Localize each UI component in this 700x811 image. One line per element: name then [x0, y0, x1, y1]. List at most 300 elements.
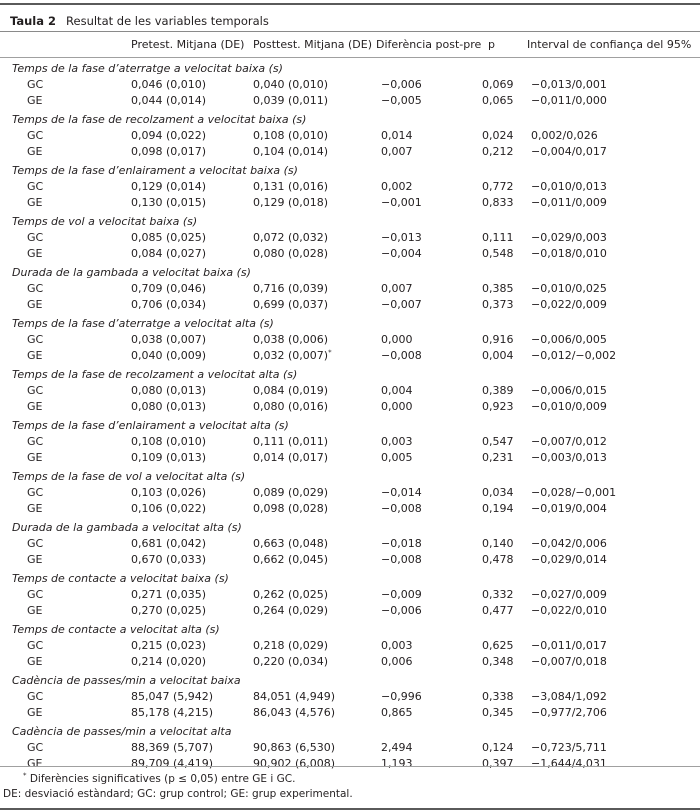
- cell-group: [27, 400, 42, 413]
- cell-pre-value: 85,178 (4,215): [131, 706, 214, 719]
- cell-group: [27, 349, 42, 362]
- cell-post: [253, 400, 328, 413]
- cell-group-value: GE: [27, 196, 43, 209]
- cell-pre-value: 0,106 (0,022): [131, 502, 207, 515]
- cell-ci-value: −0,022/0,009: [531, 298, 607, 311]
- cell-post-value: 0,089 (0,029): [253, 486, 329, 499]
- cell-ci-value: −0,028/−0,001: [531, 486, 617, 499]
- cell-p: [482, 298, 514, 311]
- cell-diff: [381, 588, 422, 601]
- cell-group-value: GC: [27, 588, 44, 601]
- cell-pre-value: 0,038 (0,007): [131, 333, 207, 346]
- cell-diff: [381, 94, 422, 107]
- cell-group-value: GE: [27, 604, 43, 617]
- table-row: [0, 588, 700, 604]
- cell-diff-value: 0,865: [381, 706, 413, 719]
- cell-group-value: GE: [27, 655, 43, 668]
- cell-diff-value: −0,008: [381, 349, 422, 362]
- bottom-rule: [0, 808, 700, 810]
- significance-marker: *: [23, 771, 27, 780]
- cell-pre-value: 0,109 (0,013): [131, 451, 207, 464]
- table-section: [0, 467, 700, 518]
- cell-p: [482, 639, 514, 652]
- cell-p-value: 0,345: [482, 706, 514, 719]
- cell-p: [482, 604, 514, 617]
- cell-group: [27, 537, 43, 550]
- cell-ci-value: −0,011/0,017: [531, 639, 607, 652]
- cell-post-value: 0,111 (0,011): [253, 435, 329, 448]
- cell-ci-value: −0,003/0,013: [531, 451, 607, 464]
- cell-diff-value: 0,003: [381, 435, 413, 448]
- section-title: Temps de la fase de vol a velocitat alta (s): [12, 470, 246, 483]
- cell-post: [253, 604, 328, 617]
- cell-ci: [531, 282, 607, 295]
- cell-group: [27, 604, 42, 617]
- table-row: [0, 400, 700, 416]
- cell-group-value: GE: [27, 298, 43, 311]
- cell-ci: [531, 94, 607, 107]
- table-section: [0, 620, 700, 671]
- cell-diff: [381, 384, 413, 397]
- cell-post-value: 0,098 (0,028): [253, 502, 329, 515]
- cell-diff: [381, 451, 413, 464]
- section-title: Temps de la fase d’enlairament a velocitat alta (s): [12, 419, 289, 432]
- cell-p-value: 0,332: [482, 588, 514, 601]
- cell-ci-value: −0,006/0,015: [531, 384, 607, 397]
- cell-ci: [531, 180, 607, 193]
- cell-pre-value: 0,080 (0,013): [131, 384, 207, 397]
- cell-post: [253, 196, 328, 209]
- cell-group: [27, 741, 43, 754]
- cell-pre: [131, 145, 206, 158]
- cell-p: [482, 384, 514, 397]
- cell-group-value: GE: [27, 502, 43, 515]
- cell-ci-value: −0,723/5,711: [531, 741, 607, 754]
- cell-post: [253, 435, 328, 448]
- table-row: [0, 282, 700, 298]
- cell-diff-value: −0,014: [381, 486, 422, 499]
- table-row: [0, 333, 700, 349]
- cell-ci: [531, 537, 607, 550]
- cell-pre: [131, 502, 206, 515]
- cell-diff-value: −0,013: [381, 231, 422, 244]
- cell-p-value: 0,194: [482, 502, 514, 515]
- cell-diff-value: −0,001: [381, 196, 422, 209]
- table-section: [0, 569, 700, 620]
- cell-group-value: GC: [27, 435, 44, 448]
- table-caption: [0, 3, 700, 32]
- cell-ci-value: −0,029/0,003: [531, 231, 607, 244]
- table-row: [0, 180, 700, 196]
- cell-group: [27, 129, 43, 142]
- cell-pre-value: 0,709 (0,046): [131, 282, 207, 295]
- cell-post: [253, 384, 328, 397]
- cell-diff-value: −0,008: [381, 553, 422, 566]
- cell-group: [27, 435, 43, 448]
- cell-ci-value: −0,977/2,706: [531, 706, 607, 719]
- cell-diff: [381, 333, 413, 346]
- cell-post-value: 0,131 (0,016): [253, 180, 329, 193]
- header-confidence-interval: Interval de confiança del 95%: [527, 38, 692, 51]
- cell-p: [482, 78, 514, 91]
- table-row: [0, 502, 700, 518]
- table-row: [0, 639, 700, 655]
- cell-post-value: 0,218 (0,029): [253, 639, 329, 652]
- cell-ci: [531, 690, 607, 703]
- cell-group: [27, 247, 42, 260]
- table-row: [0, 655, 700, 671]
- table-row: [0, 706, 700, 722]
- cell-diff: [381, 247, 422, 260]
- cell-post: [253, 94, 328, 107]
- section-title: Durada de la gambada a velocitat baixa (s): [12, 266, 251, 279]
- cell-group-value: GC: [27, 741, 44, 754]
- table-row: [0, 451, 700, 467]
- cell-diff: [381, 435, 413, 448]
- cell-group: [27, 282, 43, 295]
- table-row: [0, 231, 700, 247]
- cell-pre-value: 0,271 (0,035): [131, 588, 207, 601]
- cell-diff: [381, 706, 413, 719]
- cell-post-value: 0,039 (0,011): [253, 94, 329, 107]
- cell-diff: [381, 690, 422, 703]
- cell-diff-value: 0,007: [381, 282, 413, 295]
- cell-p-value: 0,004: [482, 349, 514, 362]
- cell-ci: [531, 655, 607, 668]
- cell-group: [27, 231, 43, 244]
- cell-group-value: GC: [27, 231, 44, 244]
- header-posttest: Posttest. Mitjana (DE): [253, 38, 373, 51]
- cell-group-value: GC: [27, 537, 44, 550]
- cell-ci: [531, 145, 607, 158]
- cell-pre: [131, 94, 206, 107]
- cell-diff-value: 0,000: [381, 333, 413, 346]
- cell-diff-value: 0,003: [381, 639, 413, 652]
- cell-ci-value: −0,007/0,012: [531, 435, 607, 448]
- cell-pre-value: 0,044 (0,014): [131, 94, 207, 107]
- table-row: [0, 247, 700, 263]
- cell-diff: [381, 502, 422, 515]
- cell-diff: [381, 604, 422, 617]
- cell-diff: [381, 741, 413, 754]
- cell-pre-value: 0,085 (0,025): [131, 231, 207, 244]
- cell-p: [482, 655, 514, 668]
- cell-post-value: 0,104 (0,014): [253, 145, 329, 158]
- cell-post: [253, 690, 335, 703]
- table-title-text: Resultat de les variables temporals: [66, 14, 269, 28]
- cell-post: [253, 298, 328, 311]
- cell-post: [253, 588, 328, 601]
- table-section: [0, 263, 700, 314]
- cell-post-value: 0,699 (0,037): [253, 298, 329, 311]
- section-title: Temps de la fase d’enlairament a velocitat baixa (s): [12, 164, 298, 177]
- cell-post-value: 0,080 (0,028): [253, 247, 329, 260]
- cell-p: [482, 741, 514, 754]
- cell-pre-value: 0,215 (0,023): [131, 639, 207, 652]
- cell-post-value: 0,014 (0,017): [253, 451, 329, 464]
- cell-p-value: 0,385: [482, 282, 514, 295]
- cell-ci-value: −0,013/0,001: [531, 78, 607, 91]
- cell-ci-value: −0,022/0,010: [531, 604, 607, 617]
- table-label: Taula 2: [10, 14, 57, 28]
- cell-p-value: 0,231: [482, 451, 514, 464]
- cell-diff-value: 0,000: [381, 400, 413, 413]
- cell-pre: [131, 553, 206, 566]
- cell-diff-value: −0,006: [381, 78, 422, 91]
- cell-pre-value: 0,706 (0,034): [131, 298, 207, 311]
- cell-pre-value: 89,709 (4,419): [131, 757, 214, 770]
- cell-pre: [131, 537, 206, 550]
- cell-pre-value: 0,103 (0,026): [131, 486, 207, 499]
- cell-post: [253, 502, 328, 515]
- cell-pre: [131, 349, 206, 362]
- cell-pre: [131, 400, 206, 413]
- cell-ci-value: −0,010/0,009: [531, 400, 607, 413]
- cell-p: [482, 180, 514, 193]
- cell-p: [482, 231, 514, 244]
- cell-pre: [131, 298, 206, 311]
- table-row: [0, 553, 700, 569]
- cell-ci-value: −0,007/0,018: [531, 655, 607, 668]
- cell-group-value: GE: [27, 349, 43, 362]
- cell-ci: [531, 400, 607, 413]
- cell-group-value: GE: [27, 247, 43, 260]
- cell-group-value: GE: [27, 145, 43, 158]
- table-row: [0, 690, 700, 706]
- cell-diff-value: −0,004: [381, 247, 422, 260]
- cell-group: [27, 706, 42, 719]
- cell-pre: [131, 247, 206, 260]
- cell-diff: [381, 757, 413, 770]
- significance-footnote: [23, 773, 295, 785]
- table-row: [0, 486, 700, 502]
- cell-group-value: GC: [27, 282, 44, 295]
- cell-diff-value: −0,005: [381, 94, 422, 107]
- cell-ci-value: −0,010/0,013: [531, 180, 607, 193]
- cell-group: [27, 94, 42, 107]
- cell-pre: [131, 333, 206, 346]
- section-title: Durada de la gambada a velocitat alta (s): [12, 521, 242, 534]
- cell-group-value: GE: [27, 94, 43, 107]
- cell-ci-value: −0,011/0,009: [531, 196, 607, 209]
- table-row: [0, 604, 700, 620]
- cell-ci-value: −1,644/4,031: [531, 757, 607, 770]
- cell-post: [253, 247, 328, 260]
- cell-group-value: GC: [27, 486, 44, 499]
- cell-diff-value: 0,004: [381, 384, 413, 397]
- cell-p-value: 0,212: [482, 145, 514, 158]
- cell-diff: [381, 349, 422, 362]
- header-difference: Diferència post-pre: [376, 38, 482, 51]
- cell-p-value: 0,065: [482, 94, 514, 107]
- cell-ci-value: −0,011/0,000: [531, 94, 607, 107]
- cell-post-value: 0,032 (0,007): [253, 349, 329, 362]
- cell-p: [482, 502, 514, 515]
- cell-diff-value: −0,006: [381, 604, 422, 617]
- table-footnotes: [0, 766, 700, 800]
- cell-ci-value: −3,084/1,092: [531, 690, 607, 703]
- cell-ci-value: −0,027/0,009: [531, 588, 607, 601]
- cell-pre-value: 0,670 (0,033): [131, 553, 207, 566]
- cell-ci: [531, 78, 607, 91]
- cell-group-value: GC: [27, 129, 44, 142]
- cell-p-value: 0,547: [482, 435, 514, 448]
- cell-ci-value: −0,019/0,004: [531, 502, 607, 515]
- cell-diff: [381, 180, 413, 193]
- cell-group: [27, 690, 43, 703]
- cell-pre-value: 0,094 (0,022): [131, 129, 207, 142]
- cell-group: [27, 384, 43, 397]
- cell-ci: [531, 604, 607, 617]
- cell-group-value: GE: [27, 451, 43, 464]
- cell-post: [253, 231, 328, 244]
- cell-ci-value: −0,018/0,010: [531, 247, 607, 260]
- cell-post: [253, 537, 328, 550]
- cell-group-value: GE: [27, 757, 43, 770]
- cell-p: [482, 451, 514, 464]
- cell-pre-value: 0,129 (0,014): [131, 180, 207, 193]
- cell-ci-value: 0,002/0,026: [531, 129, 598, 142]
- cell-p: [482, 247, 514, 260]
- table-row: [0, 94, 700, 110]
- cell-post-value: 0,264 (0,029): [253, 604, 329, 617]
- table-section: [0, 110, 700, 161]
- cell-group-value: GC: [27, 333, 44, 346]
- cell-group: [27, 333, 43, 346]
- cell-p: [482, 757, 514, 770]
- cell-group: [27, 553, 42, 566]
- section-title: Temps de la fase d’aterratge a velocitat alta (s): [12, 317, 274, 330]
- cell-ci: [531, 451, 607, 464]
- cell-p: [482, 435, 514, 448]
- cell-pre: [131, 655, 206, 668]
- cell-pre: [131, 639, 206, 652]
- cell-ci: [531, 196, 607, 209]
- table-row: [0, 349, 700, 365]
- cell-ci: [531, 435, 607, 448]
- cell-group-value: GC: [27, 180, 44, 193]
- cell-ci: [531, 757, 607, 770]
- cell-post-value: 86,043 (4,576): [253, 706, 336, 719]
- cell-pre: [131, 690, 213, 703]
- cell-post-value: 0,040 (0,010): [253, 78, 329, 91]
- cell-p-value: 0,916: [482, 333, 514, 346]
- cell-pre-value: 0,080 (0,013): [131, 400, 207, 413]
- cell-p-value: 0,625: [482, 639, 514, 652]
- section-title: Temps de la fase de recolzament a velocitat alta (s): [12, 368, 298, 381]
- cell-diff: [381, 486, 422, 499]
- cell-pre: [131, 129, 206, 142]
- cell-post-value: 0,662 (0,045): [253, 553, 329, 566]
- table-row: [0, 196, 700, 212]
- cell-ci: [531, 706, 607, 719]
- cell-ci: [531, 333, 607, 346]
- cell-group: [27, 451, 42, 464]
- cell-pre: [131, 78, 206, 91]
- cell-post-value: 0,663 (0,048): [253, 537, 329, 550]
- cell-p: [482, 282, 514, 295]
- cell-diff-value: 0,014: [381, 129, 413, 142]
- cell-post: [253, 706, 335, 719]
- cell-diff-value: −0,018: [381, 537, 422, 550]
- cell-pre-value: 0,084 (0,027): [131, 247, 207, 260]
- cell-post-value: 0,072 (0,032): [253, 231, 329, 244]
- cell-post-value: 0,038 (0,006): [253, 333, 329, 346]
- cell-p-value: 0,111: [482, 231, 514, 244]
- table-row: [0, 298, 700, 314]
- cell-post-value: 84,051 (4,949): [253, 690, 336, 703]
- cell-group: [27, 486, 43, 499]
- section-title: Temps de la fase d’aterratge a velocitat baixa (s): [12, 62, 283, 75]
- cell-p-value: 0,478: [482, 553, 514, 566]
- cell-group: [27, 298, 42, 311]
- cell-diff-value: −0,996: [381, 690, 422, 703]
- cell-pre: [131, 451, 206, 464]
- table-section: [0, 59, 700, 110]
- cell-diff: [381, 145, 413, 158]
- section-title: Temps de contacte a velocitat baixa (s): [12, 572, 229, 585]
- cell-post: [253, 145, 328, 158]
- cell-group: [27, 639, 43, 652]
- cell-p: [482, 94, 514, 107]
- cell-p-value: 0,024: [482, 129, 514, 142]
- cell-p: [482, 690, 514, 703]
- cell-p: [482, 400, 514, 413]
- abbreviations-footnote: DE: desviació estàndard; GC: grup control; GE: grup experimental.: [3, 788, 353, 800]
- cell-pre: [131, 706, 213, 719]
- cell-group: [27, 180, 43, 193]
- cell-diff: [381, 282, 413, 295]
- cell-post: [253, 349, 332, 362]
- cell-p-value: 0,397: [482, 757, 514, 770]
- cell-post: [253, 451, 328, 464]
- cell-pre-value: 0,108 (0,010): [131, 435, 207, 448]
- cell-post-value: 0,129 (0,018): [253, 196, 329, 209]
- cell-pre-value: 0,130 (0,015): [131, 196, 207, 209]
- cell-ci-value: −0,029/0,014: [531, 553, 607, 566]
- cell-post-value: 0,262 (0,025): [253, 588, 329, 601]
- significance-marker: *: [328, 348, 332, 357]
- cell-diff: [381, 553, 422, 566]
- cell-post-value: 90,863 (6,530): [253, 741, 336, 754]
- cell-diff: [381, 78, 422, 91]
- cell-p: [482, 588, 514, 601]
- cell-diff: [381, 196, 422, 209]
- table-section: [0, 212, 700, 263]
- cell-group-value: GC: [27, 639, 44, 652]
- cell-diff-value: 0,002: [381, 180, 413, 193]
- cell-p: [482, 349, 514, 362]
- cell-ci-value: −0,010/0,025: [531, 282, 607, 295]
- cell-p-value: 0,373: [482, 298, 514, 311]
- cell-pre-value: 88,369 (5,707): [131, 741, 214, 754]
- table-row: [0, 145, 700, 161]
- significance-footnote-text: Diferències significatives (p ≤ 0,05) entre GE i GC.: [29, 773, 296, 785]
- section-title: Cadència de passes/min a velocitat alta: [12, 725, 232, 738]
- cell-p-value: 0,833: [482, 196, 514, 209]
- cell-diff: [381, 298, 422, 311]
- cell-diff: [381, 655, 413, 668]
- cell-p-value: 0,548: [482, 247, 514, 260]
- cell-group-value: GE: [27, 553, 43, 566]
- cell-diff-value: 1,193: [381, 757, 413, 770]
- cell-diff: [381, 537, 422, 550]
- cell-post: [253, 486, 328, 499]
- cell-group-value: GC: [27, 78, 44, 91]
- cell-p: [482, 196, 514, 209]
- table-row: [0, 129, 700, 145]
- cell-ci-value: −0,004/0,017: [531, 145, 607, 158]
